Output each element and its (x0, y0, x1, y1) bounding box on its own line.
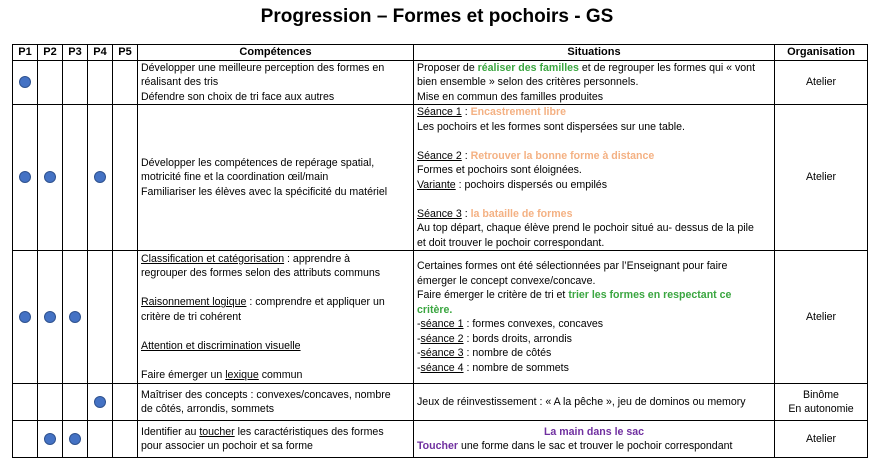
competence-line: critère de tri cohérent (141, 310, 242, 323)
table-row (13, 105, 868, 251)
seance-title: la bataille de formes (470, 207, 573, 220)
seance-title: Retrouver la bonne forme à distance (470, 149, 655, 162)
competences-cell (138, 251, 414, 384)
period-cell (38, 105, 63, 251)
competence-text: : comprendre et appliquer un (246, 296, 385, 309)
table-row (13, 421, 868, 458)
competence-text: commun (258, 368, 303, 381)
situations-cell (414, 251, 775, 384)
dash: - (417, 347, 421, 359)
period-dot-icon (69, 433, 81, 445)
period-cell (63, 60, 88, 105)
competences-cell (138, 421, 414, 458)
competences-cell (138, 105, 414, 251)
situation-highlight: réaliser des familles (477, 61, 579, 74)
seance-text: : nombre de sommets (463, 361, 569, 374)
spacer (141, 281, 410, 296)
situation-line (417, 288, 771, 303)
period-cell (38, 251, 63, 384)
seance-heading (417, 105, 771, 120)
seance-heading (417, 149, 771, 164)
seance-label: séance 3 (420, 347, 464, 359)
situations-cell (414, 421, 775, 458)
competence-line: Maîtriser des concepts : convexes/concaves, nombre (141, 388, 391, 401)
period-cell (113, 251, 138, 384)
organisation-cell: Atelier (775, 60, 868, 105)
table-row (13, 251, 868, 384)
competence-line (141, 368, 410, 383)
competence-line: pour associer un pochoir et sa forme (141, 440, 313, 452)
dash: - (417, 318, 421, 330)
seance-text: : formes convexes, concaves (463, 318, 604, 330)
spacer (141, 324, 410, 339)
situation-line: Formes et pochoirs sont éloignées. (417, 164, 582, 176)
header-p5: P5 (113, 45, 138, 61)
period-cell (63, 105, 88, 251)
competence-line: motricité fine et la coordination œil/main (141, 171, 329, 184)
seance-label: séance 4 (420, 361, 464, 374)
period-cell (38, 384, 63, 421)
competence-line (141, 425, 410, 440)
situation-text: Proposer de (417, 61, 478, 74)
period-dot-icon (94, 171, 106, 183)
competences-cell (138, 60, 414, 105)
competence-line: Familiariser les élèves avec la spécificité du matériel (141, 185, 388, 198)
period-dot-icon (94, 396, 106, 408)
seance-text: : bords droits, arrondis (463, 332, 572, 345)
period-cell (88, 384, 113, 421)
header-competences: Compétences (138, 45, 414, 61)
header-p3: P3 (63, 45, 88, 61)
period-dot-icon (19, 171, 31, 183)
period-cell (113, 384, 138, 421)
situation-line (417, 61, 771, 76)
competence-label: Attention et discrimination visuelle (141, 339, 301, 352)
list-item (417, 346, 771, 361)
organisation-cell: Atelier (775, 105, 868, 251)
period-cell (63, 384, 88, 421)
situations-cell (414, 60, 775, 105)
period-dot-icon (44, 311, 56, 323)
organisation-cell: Atelier (775, 421, 868, 458)
situation-line: Au top départ, chaque élève prend le pochoir situé au- dessus de la pile (417, 222, 754, 234)
competence-text: : apprendre à (284, 252, 351, 265)
situation-line (417, 439, 771, 454)
page-title: Progression – Formes et pochoirs - GS (260, 6, 614, 27)
period-cell (88, 251, 113, 384)
period-dot-icon (69, 311, 81, 323)
spacer (417, 192, 771, 207)
situations-cell (414, 384, 775, 421)
period-dot-icon (44, 433, 56, 445)
seance-sep: : (461, 149, 471, 162)
seance-sep: : (461, 106, 471, 118)
period-cell (13, 251, 38, 384)
situation-line (417, 178, 771, 193)
header-row (13, 45, 868, 61)
spacer (141, 353, 410, 368)
list-item (417, 361, 771, 376)
situation-line: Les pochoirs et les formes sont dispersées sur une table. (417, 120, 685, 133)
seance-text: : nombre de côtés (463, 347, 552, 359)
organisation-cell: Atelier (775, 251, 868, 384)
period-cell (88, 421, 113, 458)
dash: - (417, 332, 421, 345)
variante-text: : pochoirs dispersés ou empilés (455, 178, 608, 191)
situation-highlight: Toucher (417, 440, 459, 452)
period-dot-icon (44, 171, 56, 183)
competence-label: toucher (199, 425, 235, 438)
header-situations: Situations (414, 45, 775, 61)
header-p1: P1 (13, 45, 38, 61)
competence-text: Identifier au (141, 425, 200, 438)
period-dot-icon (19, 311, 31, 323)
period-cell (63, 421, 88, 458)
competence-line: Développer une meilleure perception des formes en (141, 61, 385, 74)
situation-line: Jeux de réinvestissement : « A la pêche », jeu de dominos ou memory (417, 395, 746, 408)
situation-line: Mise en commun des familles produites (417, 90, 604, 103)
seance-label: séance 1 (420, 318, 464, 330)
dash: - (417, 361, 421, 374)
period-cell (63, 251, 88, 384)
seance-label: Séance 1 (417, 106, 462, 118)
competence-text: Faire émerger un (141, 368, 226, 381)
situation-line: émerger le concept convexe/concave. (417, 274, 596, 287)
competence-line: regrouper des formes selon des attributs communs (141, 267, 381, 280)
period-dot-icon (19, 76, 31, 88)
situation-text: et de regrouper les formes qui « vont (578, 61, 756, 74)
seance-label: Séance 2 (417, 149, 462, 162)
period-cell (38, 60, 63, 105)
list-item (417, 332, 771, 347)
period-cell (113, 105, 138, 251)
table-row (13, 60, 868, 105)
period-cell (13, 421, 38, 458)
seance-title: Encastrement libre (470, 106, 566, 118)
seance-label: séance 2 (420, 332, 464, 345)
seance-heading (417, 207, 771, 222)
header-p2: P2 (38, 45, 63, 61)
period-cell (88, 60, 113, 105)
seance-sep: : (461, 207, 471, 220)
competence-line (141, 295, 410, 310)
situations-cell (414, 105, 775, 251)
competence-line: Défendre son choix de tri face aux autres (141, 90, 335, 103)
situation-line: bien ensemble » selon des critères personnels. (417, 76, 639, 88)
period-cell (88, 105, 113, 251)
organisation-line: En autonomie (788, 403, 854, 415)
situation-text: Faire émerger le critère de tri et (417, 289, 569, 301)
seance-label: Séance 3 (417, 207, 462, 220)
table-row (13, 384, 868, 421)
situation-highlight: critère. (417, 303, 453, 316)
header-p4: P4 (88, 45, 113, 61)
competence-line (141, 252, 410, 267)
variante-label: Variante (417, 178, 456, 191)
competence-line: Développer les compétences de repérage spatial, (141, 156, 375, 169)
situation-title: La main dans le sac (543, 425, 645, 438)
situation-line: et doit trouver le pochoir correspondant. (417, 236, 605, 249)
header-organisation: Organisation (775, 45, 868, 61)
competence-text: les caractéristiques des formes (234, 425, 384, 438)
list-item (417, 317, 771, 332)
spacer (417, 134, 771, 149)
period-cell (113, 421, 138, 458)
competence-line: réalisant des tris (141, 76, 219, 88)
situation-text: une forme dans le sac et trouver le pochoir correspondant (458, 440, 733, 452)
progression-table (12, 44, 868, 458)
competence-line: de côtés, arrondis, sommets (141, 403, 275, 415)
period-cell (13, 60, 38, 105)
situation-line: Certaines formes ont été sélectionnées par l’Enseignant pour faire (417, 260, 728, 272)
period-cell (13, 105, 38, 251)
competences-cell (138, 384, 414, 421)
period-cell (13, 384, 38, 421)
competence-label: Raisonnement logique (141, 296, 247, 309)
period-cell (38, 421, 63, 458)
period-cell (113, 60, 138, 105)
competence-label: Classification et catégorisation (141, 252, 285, 265)
organisation-cell (775, 384, 868, 421)
organisation-line: Binôme (803, 388, 839, 401)
competence-label: lexique (225, 368, 259, 381)
situation-highlight: trier les formes en respectant ce (568, 289, 732, 301)
